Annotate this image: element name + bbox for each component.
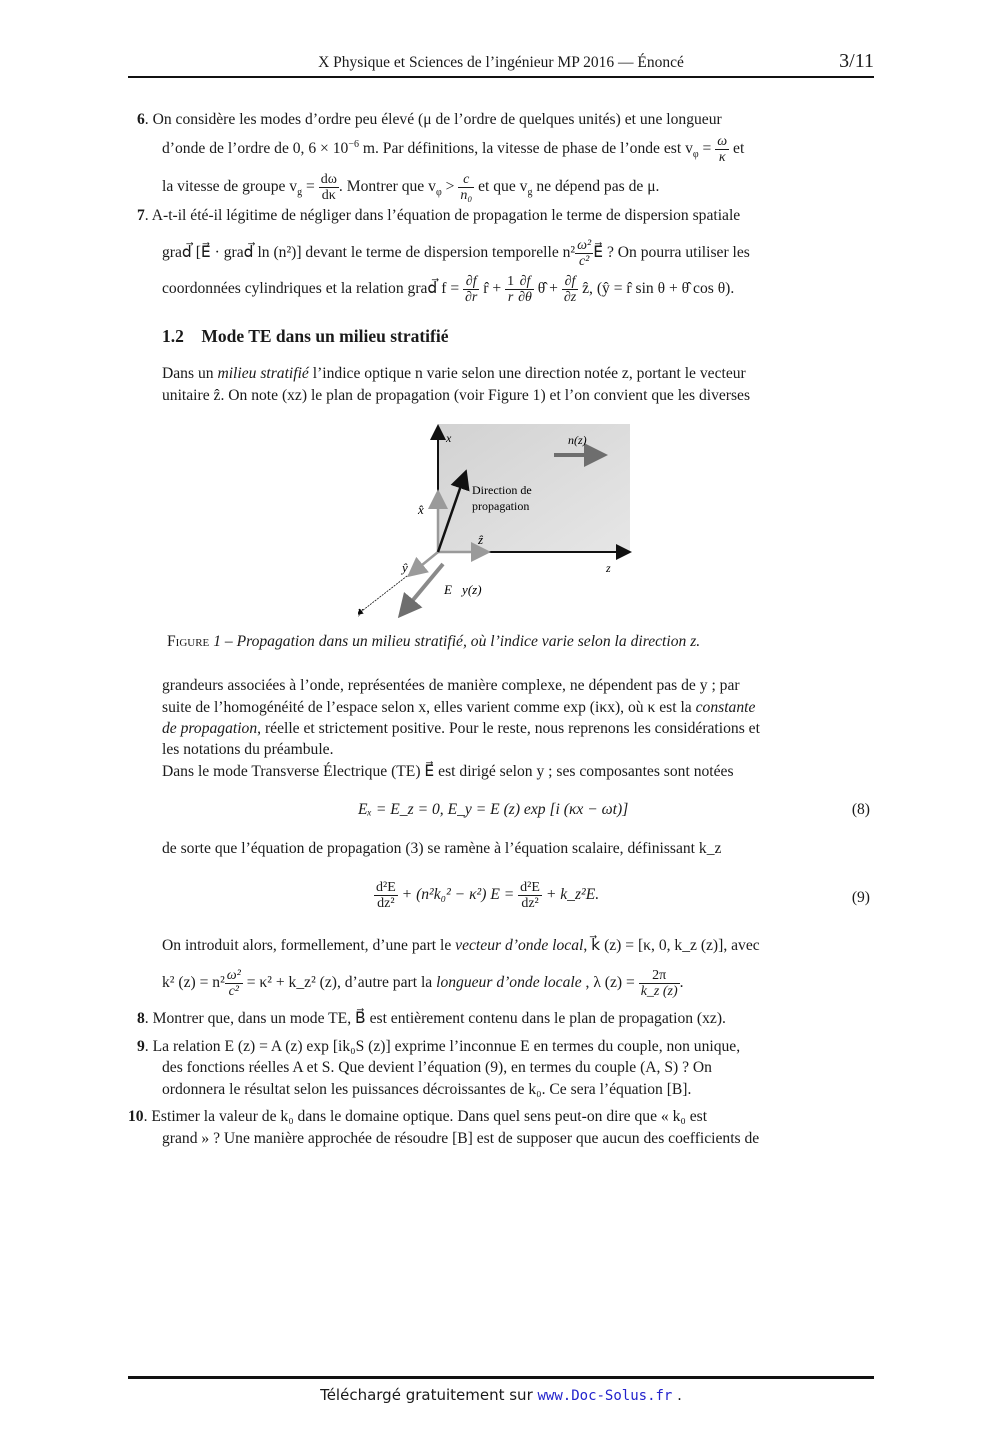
text: coordonnées cylindriques et la relation grad⃗ f = — [162, 280, 464, 298]
nz-label: n(z) — [568, 433, 587, 447]
text: = κ² + k_z² (z), d’autre part la — [242, 974, 437, 992]
question-6-line-3 — [162, 172, 659, 203]
denominator: ∂θ — [518, 290, 532, 305]
text: grand » ? Une manière approchée de résoudre [B] est de supposer que aucun des coefficients de — [162, 1130, 760, 1147]
subscript: g — [527, 187, 533, 199]
text: Dans un — [162, 365, 218, 382]
electric-field-arrow — [403, 564, 443, 612]
denominator: dz² — [521, 896, 539, 911]
text: , réelle et strictement positive. Pour le reste, nous reprenons les considérations et — [257, 720, 760, 737]
fraction — [518, 880, 542, 911]
question-8: 8. Montrer que, dans un mode TE, B⃗ est entièrement contenu dans le plan de propagation (xz). — [137, 1010, 726, 1027]
x-axis-label: x — [446, 431, 452, 445]
fraction — [319, 172, 339, 203]
numerator: 1 — [507, 274, 515, 289]
page-number: 3/11 — [839, 50, 874, 72]
page-header — [128, 52, 874, 78]
emphasis: vecteur d’onde local — [455, 937, 584, 954]
numerator: d²E — [520, 880, 540, 895]
para4-line-1 — [162, 936, 760, 956]
equation-text: + k_z²E. — [541, 886, 600, 904]
emphasis: de propagation — [162, 720, 258, 737]
numerator: ω² — [226, 968, 241, 983]
question-10-line-1: 10. Estimer la valeur de k₀ dans le domaine optique. Dans quel sens peut-on dire que « k₀ est — [128, 1108, 708, 1125]
numerator: ω — [717, 134, 728, 149]
caption-label: Figure — [167, 633, 210, 650]
question-7-line-2 — [162, 238, 750, 269]
fraction — [463, 274, 479, 305]
text: l’indice optique n varie selon une direction notée z, portant le vecteur — [308, 365, 746, 382]
denominator: dz² — [377, 896, 395, 911]
z-axis-label: z — [606, 561, 611, 575]
section-number: 1.2 — [162, 326, 184, 346]
x-hat-label: x̂ — [418, 502, 424, 517]
direction-label-line-1: Direction de — [472, 483, 532, 497]
text: la vitesse de groupe v — [162, 178, 298, 196]
fraction — [516, 274, 534, 305]
header-title: X Physique et Sciences de l’ingénieur MP 2016 — Énoncé — [318, 54, 684, 71]
para4-line-2 — [162, 968, 684, 999]
question-9-line-3 — [162, 1080, 691, 1100]
text: . — [679, 974, 684, 992]
para3-line-1 — [162, 839, 721, 859]
text: On introduit alors, formellement, d’une part le — [162, 937, 456, 954]
para2-line-4 — [162, 740, 334, 760]
numerator: d²E — [376, 880, 396, 895]
text: Montrer que, dans un mode TE, B⃗ est entièrement contenu dans le plan de propagation (xz). — [152, 1010, 726, 1027]
plane-background — [438, 424, 630, 552]
ey-label: E⃗y(z) — [444, 582, 482, 597]
y-axis-label: y — [358, 605, 363, 617]
fraction — [374, 880, 398, 911]
footer-text-end: . — [672, 1386, 682, 1404]
equation-9 — [162, 880, 870, 916]
text: > — [441, 178, 459, 196]
footer-rule — [128, 1376, 874, 1379]
section-title: Mode TE dans un milieu stratifié — [201, 326, 449, 346]
text: grandeurs associées à l’onde, représentées de manière complexe, ne dépendent pas de y ; par — [162, 677, 740, 694]
text: unitaire ẑ. On note (xz) le plan de propagation (voir Figure 1) et l’on convient que les diverses — [162, 387, 751, 404]
question-number: 10 — [128, 1108, 144, 1125]
section-heading — [162, 326, 449, 346]
text: k² (z) = n² — [162, 974, 225, 992]
numerator: ∂f — [516, 274, 534, 290]
text: r̂ + — [479, 280, 506, 298]
question-7-line-3 — [162, 274, 734, 305]
footer — [128, 1386, 874, 1404]
text: , λ (z) = — [581, 974, 639, 992]
denominator: dκ — [321, 188, 336, 203]
question-number: 7 — [137, 207, 145, 224]
question-7-line-1: 7. A-t-il été-il légitime de négliger dans l’équation de propagation le terme de dispersion spatiale — [137, 207, 741, 224]
equation-text: Eₓ = E_z = 0, E_y = E (z) exp [i (κx − ωt)] — [358, 801, 629, 818]
para2-line-1 — [162, 676, 740, 696]
intro-line-1 — [162, 364, 746, 384]
denominator: κ — [718, 150, 726, 165]
text: = — [302, 178, 319, 196]
denominator: c² — [228, 984, 239, 999]
question-number: 9 — [137, 1038, 145, 1055]
text: Estimer la valeur de k₀ dans le domaine optique. Dans quel sens peut-on dire que « k₀ est — [151, 1108, 708, 1125]
emphasis: longueur d’onde locale — [436, 974, 582, 992]
exponent: −6 — [348, 138, 359, 150]
para2-line-3 — [162, 719, 760, 739]
question-9-line-2 — [162, 1058, 712, 1078]
figure-caption — [167, 632, 700, 652]
denominator: k_z (z) — [640, 984, 678, 999]
equation-body — [374, 880, 599, 911]
denominator: ∂z — [563, 290, 577, 305]
fraction — [458, 172, 474, 203]
text: les notations du préambule. — [162, 741, 334, 758]
equation-number: (9) — [851, 889, 870, 906]
denominator: c² — [578, 254, 590, 269]
fraction — [639, 968, 680, 999]
subscript: φ — [435, 187, 442, 199]
text: ordonnera le résultat selon les puissances décroissantes de k₀. Ce sera l’équation [B]. — [162, 1081, 692, 1098]
numerator: ω² — [577, 238, 592, 253]
fraction — [505, 274, 516, 305]
text: . Montrer que v — [338, 178, 436, 196]
caption-text: – Propagation dans un milieu stratifié, où l’indice varie selon la direction z. — [220, 633, 701, 650]
question-number: 6 — [137, 111, 145, 128]
emphasis: constante — [695, 699, 756, 716]
numerator: dω — [320, 172, 337, 187]
text: d’onde de l’ordre de 0, 6 × 10 — [162, 140, 349, 158]
question-number: 8 — [137, 1010, 145, 1027]
numerator: ∂f — [562, 274, 578, 290]
equation-text: + (n²k₀² − κ²) E = — [397, 886, 519, 904]
text: A-t-il été-il légitime de négliger dans l’équation de propagation le terme de dispersion spatiale — [151, 207, 741, 224]
z-hat-label: ẑ — [478, 532, 484, 547]
text: et — [729, 140, 745, 158]
text: m. Par définitions, la vitesse de phase de l’onde est v — [358, 140, 693, 158]
text: La relation E (z) = A (z) exp [ik₀S (z)] exprime l’inconnue E en termes du couple, non unique, — [152, 1038, 741, 1055]
caption-number: 1 — [213, 633, 221, 650]
text: suite de l’homogénéité de l’espace selon x, elles varient comme exp (iκx), où κ est la — [162, 699, 696, 716]
question-9-line-1: 9. La relation E (z) = A (z) exp [ik₀S (z)] exprime l’inconnue E en termes du couple, non unique, — [137, 1038, 741, 1055]
doc-solus-link[interactable]: www.Doc-Solus.fr — [537, 1388, 673, 1404]
figure-propagation-diagram — [358, 422, 633, 622]
direction-label-line-2: propagation — [472, 499, 530, 513]
text: On considère les modes d’ordre peu élevé (μ de l’ordre de quelques unités) et une longueur — [152, 111, 722, 128]
subscript: φ — [692, 149, 699, 161]
fraction — [715, 134, 729, 165]
text: Dans le mode Transverse Électrique (TE) E⃗ est dirigé selon y ; ses composantes sont notées — [162, 763, 734, 780]
denominator: n₀ — [460, 188, 473, 203]
numerator: ∂f — [463, 274, 479, 290]
text: des fonctions réelles A et S. Que devient l’équation (9), en termes du couple (A, S) ? On — [162, 1059, 712, 1076]
text: , k⃗ (z) = [κ, 0, k_z (z)], avec — [583, 937, 760, 954]
y-hat-label: ŷ — [402, 560, 408, 575]
intro-line-2 — [162, 386, 750, 406]
text: θ̂ + — [533, 280, 562, 298]
subscript: g — [297, 187, 303, 199]
text: de sorte que l’équation de propagation (3) se ramène à l’équation scalaire, définissant k_z — [162, 840, 722, 857]
header-rule — [128, 76, 874, 78]
question-6-line-1: 6. On considère les modes d’ordre peu élevé (μ de l’ordre de quelques unités) et une longueur — [137, 111, 722, 128]
fraction — [575, 238, 593, 269]
denominator: ∂r — [465, 290, 478, 305]
emphasis: milieu stratifié — [217, 365, 309, 382]
question-10-line-2 — [162, 1129, 759, 1149]
question-6-line-2 — [162, 134, 744, 165]
footer-text: Téléchargé gratuitement sur — [320, 1386, 538, 1404]
fraction — [562, 274, 578, 305]
fraction — [225, 968, 243, 999]
formula: grad⃗ [E⃗ · grad⃗ ln (n²)] — [162, 244, 302, 262]
text: = — [698, 140, 716, 158]
para2-line-5 — [162, 762, 734, 782]
text: E⃗ ? On pourra utiliser les — [593, 244, 750, 262]
numerator: c — [458, 172, 474, 188]
text: devant le terme de dispersion temporelle n² — [301, 244, 576, 262]
text: ne dépend pas de μ. — [532, 178, 660, 196]
para2-line-2 — [162, 698, 755, 718]
text: et que v — [474, 178, 528, 196]
y-unit-vector — [411, 552, 438, 574]
denominator: r — [507, 290, 514, 305]
equation-number: (8) — [851, 801, 870, 818]
text: ẑ, (ŷ = r̂ sin θ + θ̂ cos θ). — [578, 280, 735, 298]
numerator: 2π — [639, 968, 680, 984]
